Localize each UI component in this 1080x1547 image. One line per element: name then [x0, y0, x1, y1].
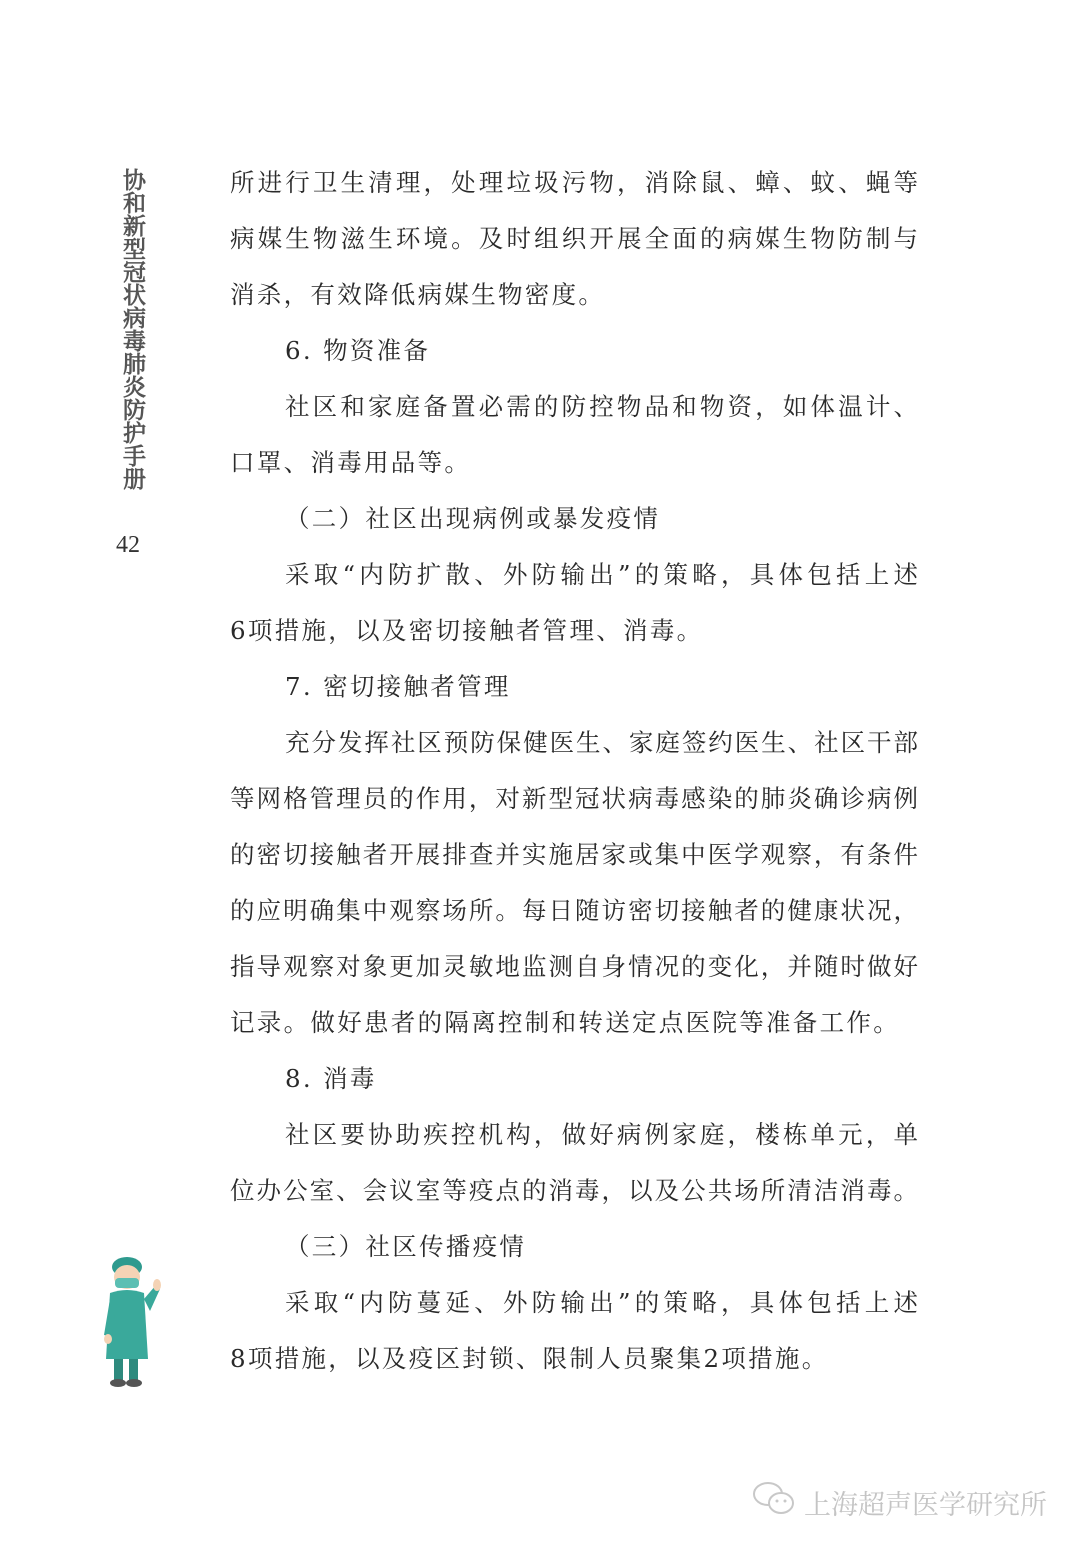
text-line: 位办公室、会议室等疫点的消毒，以及公共场所清洁消毒。 — [230, 1176, 918, 1205]
doctor-illustration — [100, 1255, 164, 1394]
section-heading: （三）社区传播疫情 — [285, 1232, 527, 1261]
text-line: 8项措施，以及疫区封锁、限制人员聚集2项措施。 — [230, 1344, 829, 1373]
text-line: 社区要协助疾控机构，做好病例家庭，楼栋单元，单 — [285, 1120, 918, 1149]
body-text — [230, 155, 918, 1387]
text-line: 口罩、消毒用品等。 — [230, 448, 472, 477]
text-line: 指导观察对象更加灵敏地监测自身情况的变化，并随时做好 — [230, 952, 918, 981]
text-line: 消杀，有效降低病媒生物密度。 — [230, 280, 606, 309]
text-line: 等网格管理员的作用，对新型冠状病毒感染的肺炎确诊病例 — [230, 784, 918, 813]
section-heading: 6. 物资准备 — [285, 336, 431, 365]
section-heading: 7. 密切接触者管理 — [285, 672, 511, 701]
text-line: 6项措施，以及密切接触者管理、消毒。 — [230, 616, 704, 645]
running-book-title: 协和新型冠状病毒肺炎防护手册 — [119, 168, 146, 490]
text-line: 充分发挥社区预防保健医生、家庭签约医生、社区干部 — [285, 728, 918, 757]
wechat-icon — [752, 1480, 796, 1525]
text-line: 采取“内防扩散、外防输出”的策略，具体包括上述 — [285, 560, 918, 589]
text-line: 记录。做好患者的隔离控制和转送定点医院等准备工作。 — [230, 1008, 900, 1037]
section-heading: 8. 消毒 — [285, 1064, 377, 1093]
watermark — [752, 1480, 1047, 1525]
section-heading: （二）社区出现病例或暴发疫情 — [285, 504, 661, 533]
text-line: 社区和家庭备置必需的防控物品和物资，如体温计、 — [285, 392, 918, 421]
text-line: 病媒生物滋生环境。及时组织开展全面的病媒生物防制与 — [230, 224, 918, 253]
text-line: 采取“内防蔓延、外防输出”的策略，具体包括上述 — [285, 1288, 918, 1317]
text-line: 的密切接触者开展排查并实施居家或集中医学观察，有条件 — [230, 840, 918, 869]
text-line: 的应明确集中观察场所。每日随访密切接触者的健康状况， — [230, 896, 918, 925]
text-line: 所进行卫生清理，处理垃圾污物，消除鼠、蟑、蚊、蝇等 — [230, 168, 918, 197]
watermark-text: 上海超声医学研究所 — [804, 1490, 1047, 1521]
page-number: 42 — [116, 532, 140, 558]
